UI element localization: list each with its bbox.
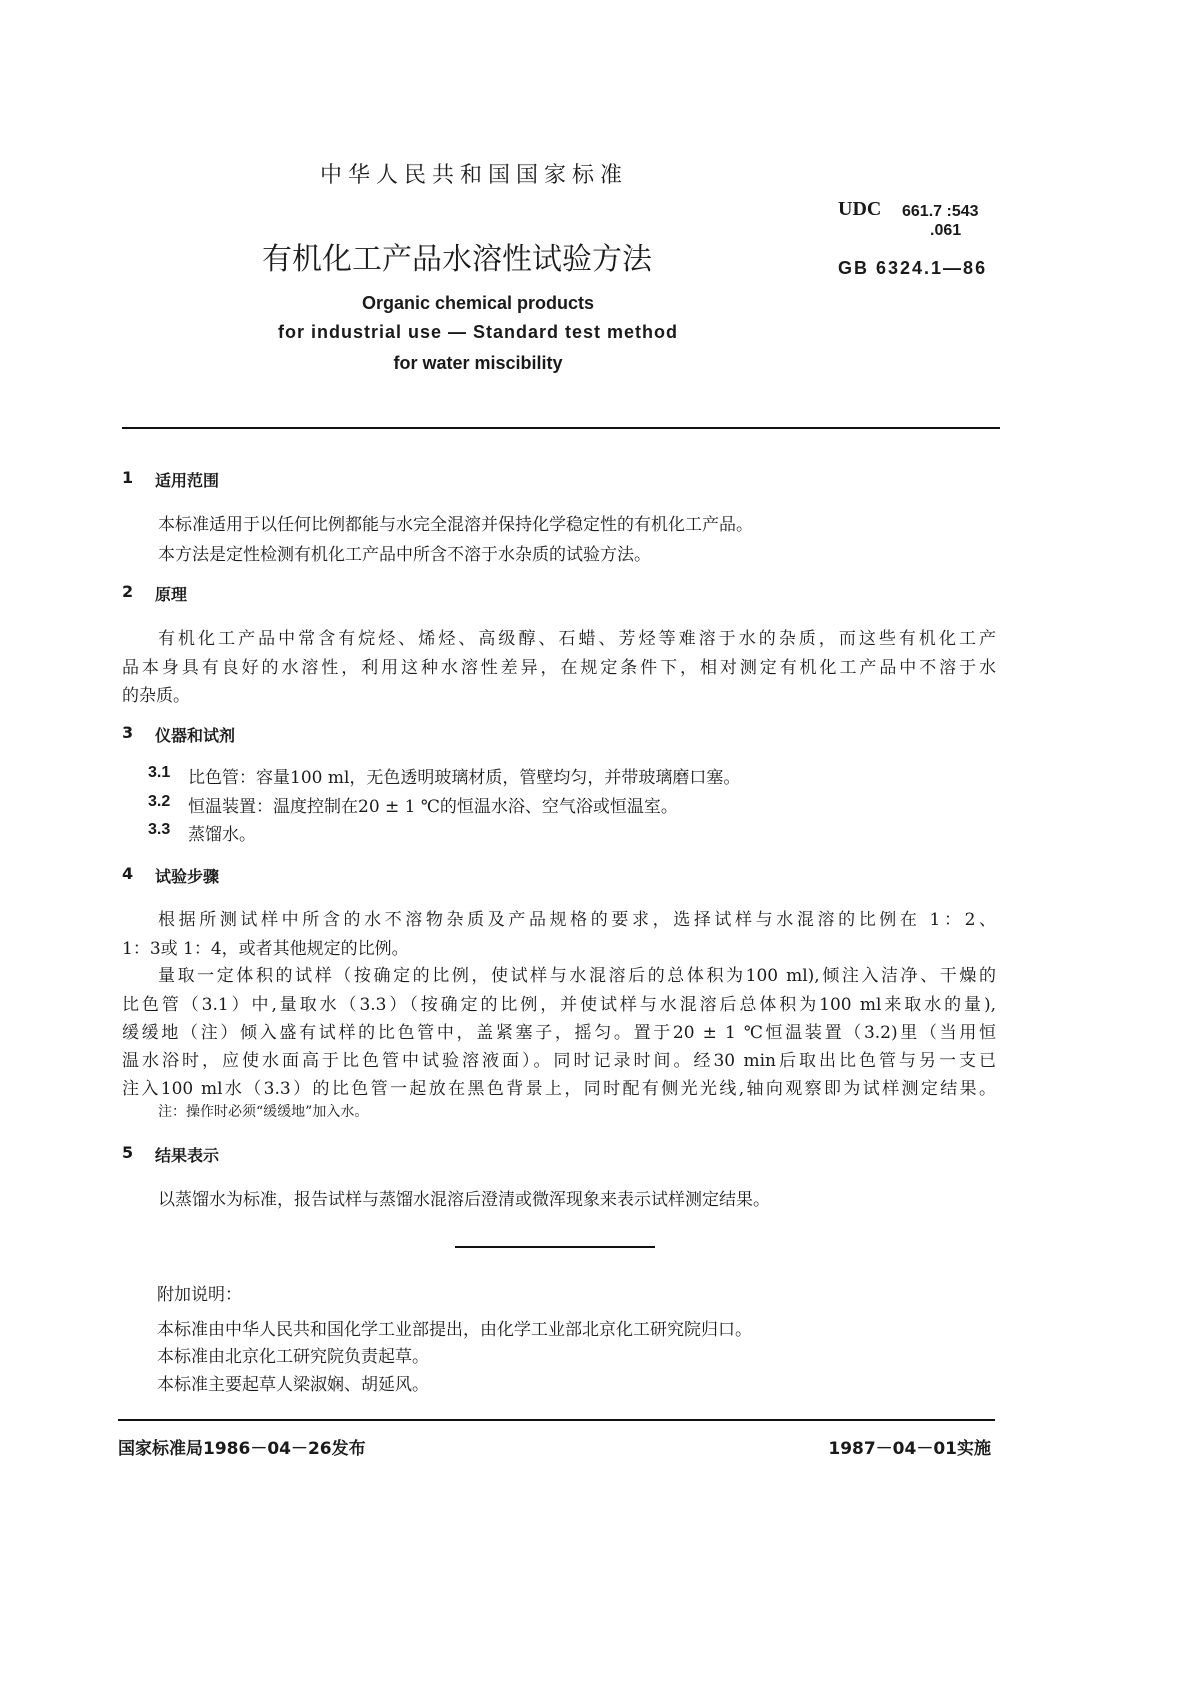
footer-rule bbox=[118, 1419, 995, 1421]
para-line: 的杂质。 bbox=[122, 686, 190, 706]
section-5-num: 5 bbox=[122, 1143, 134, 1162]
appendix-line: 本标准由中华人民共和国化学工业部提出，由化学工业部北京化工研究院归口。 bbox=[157, 1320, 752, 1340]
item-text: 蒸馏水。 bbox=[188, 825, 256, 845]
header-rule bbox=[122, 427, 1000, 429]
title-en-1: Organic chemical products bbox=[361, 293, 595, 313]
para-line: 量取一定体积的试样（按确定的比例，使试样与水混溶后的总体积为100 ml),倾注入洁净、干燥的 bbox=[158, 966, 996, 986]
section-1-title: 适用范围 bbox=[155, 471, 220, 490]
appendix-line: 本标准主要起草人梁淑娴、胡延风。 bbox=[157, 1375, 429, 1395]
item-num: 3.2 bbox=[148, 793, 171, 810]
para: 以蒸馏水为标准，报告试样与蒸馏水混溶后澄清或微浑现象来表示试样测定结果。 bbox=[158, 1190, 770, 1210]
section-3-title: 仪器和试剂 bbox=[155, 726, 236, 745]
title-en-2: for industrial use — Standard test method bbox=[277, 322, 679, 342]
effective-date: 1987－04－01实施 bbox=[828, 1439, 991, 1459]
para-line: 注入100 ml水（3.3）的比色管一起放在黑色背景上，同时配有侧光光线,轴向观察即为试样测定结果。 bbox=[122, 1079, 996, 1099]
item-num: 3.1 bbox=[148, 764, 171, 781]
para-line: 根据所测试样中所含的水不溶物杂质及产品规格的要求，选择试样与水混溶的比例在 1：2、 bbox=[158, 910, 996, 930]
issue-date: 国家标准局1986－04－26发布 bbox=[118, 1439, 366, 1459]
item-text: 比色管：容量100 ml，无色透明玻璃材质，管壁均匀，并带玻璃磨口塞。 bbox=[188, 768, 741, 788]
para-line: 温水浴时，应使水面高于比色管中试验溶液面）。同时记录时间。经30 min后取出比色管与另一支已 bbox=[122, 1051, 996, 1071]
para-line: 缓缓地（注）倾入盛有试样的比色管中，盖紧塞子，摇匀。置于20 ± 1 ℃恒温装置（3.2)里（当用恒 bbox=[122, 1023, 996, 1043]
udc-label: UDC bbox=[838, 198, 882, 220]
para-line: 有机化工产品中常含有烷烃、烯烃、高级醇、石蜡、芳烃等难溶于水的杂质，而这些有机化工产 bbox=[158, 629, 996, 649]
note: 注：操作时必须“缓缓地”加入水。 bbox=[158, 1104, 369, 1120]
section-5-title: 结果表示 bbox=[155, 1146, 220, 1165]
para-line: 比色管（3.1）中,量取水（3.3）（按确定的比例，并使试样与水混溶后总体积为100 ml来取水的量), bbox=[122, 995, 996, 1015]
appendix-line: 本标准由北京化工研究院负责起草。 bbox=[157, 1347, 429, 1367]
udc-code-cont: .061 bbox=[930, 222, 962, 239]
section-4-num: 4 bbox=[122, 864, 134, 883]
national-standard-label: 中华人民共和国国家标准 bbox=[320, 163, 629, 188]
para: 本标准适用于以任何比例都能与水完全混溶并保持化学稳定性的有机化工产品。 bbox=[158, 515, 753, 535]
appendix-title: 附加说明： bbox=[157, 1285, 242, 1305]
section-3-num: 3 bbox=[122, 723, 134, 742]
section-4-title: 试验步骤 bbox=[155, 867, 220, 886]
item-num: 3.3 bbox=[148, 821, 171, 838]
para: 本方法是定性检测有机化工产品中所含不溶于水杂质的试验方法。 bbox=[158, 545, 651, 565]
end-rule bbox=[455, 1246, 655, 1248]
item-text: 恒温装置：温度控制在20 ± 1 ℃的恒温水浴、空气浴或恒温室。 bbox=[188, 797, 678, 817]
title-en-3: for water miscibility bbox=[393, 353, 563, 373]
gb-code: GB 6324.1—86 bbox=[838, 258, 988, 278]
section-2-num: 2 bbox=[122, 582, 134, 601]
section-1-num: 1 bbox=[122, 468, 134, 487]
para-line: 1：3或 1：4，或者其他规定的比例。 bbox=[122, 939, 409, 959]
para-line: 品本身具有良好的水溶性，利用这种水溶性差异，在规定条件下，相对测定有机化工产品中不溶于水 bbox=[122, 658, 996, 678]
section-2-title: 原理 bbox=[155, 585, 188, 604]
udc-code: 661.7 :543 bbox=[902, 203, 979, 220]
title-cn: 有机化工产品水溶性试验方法 bbox=[262, 242, 652, 277]
